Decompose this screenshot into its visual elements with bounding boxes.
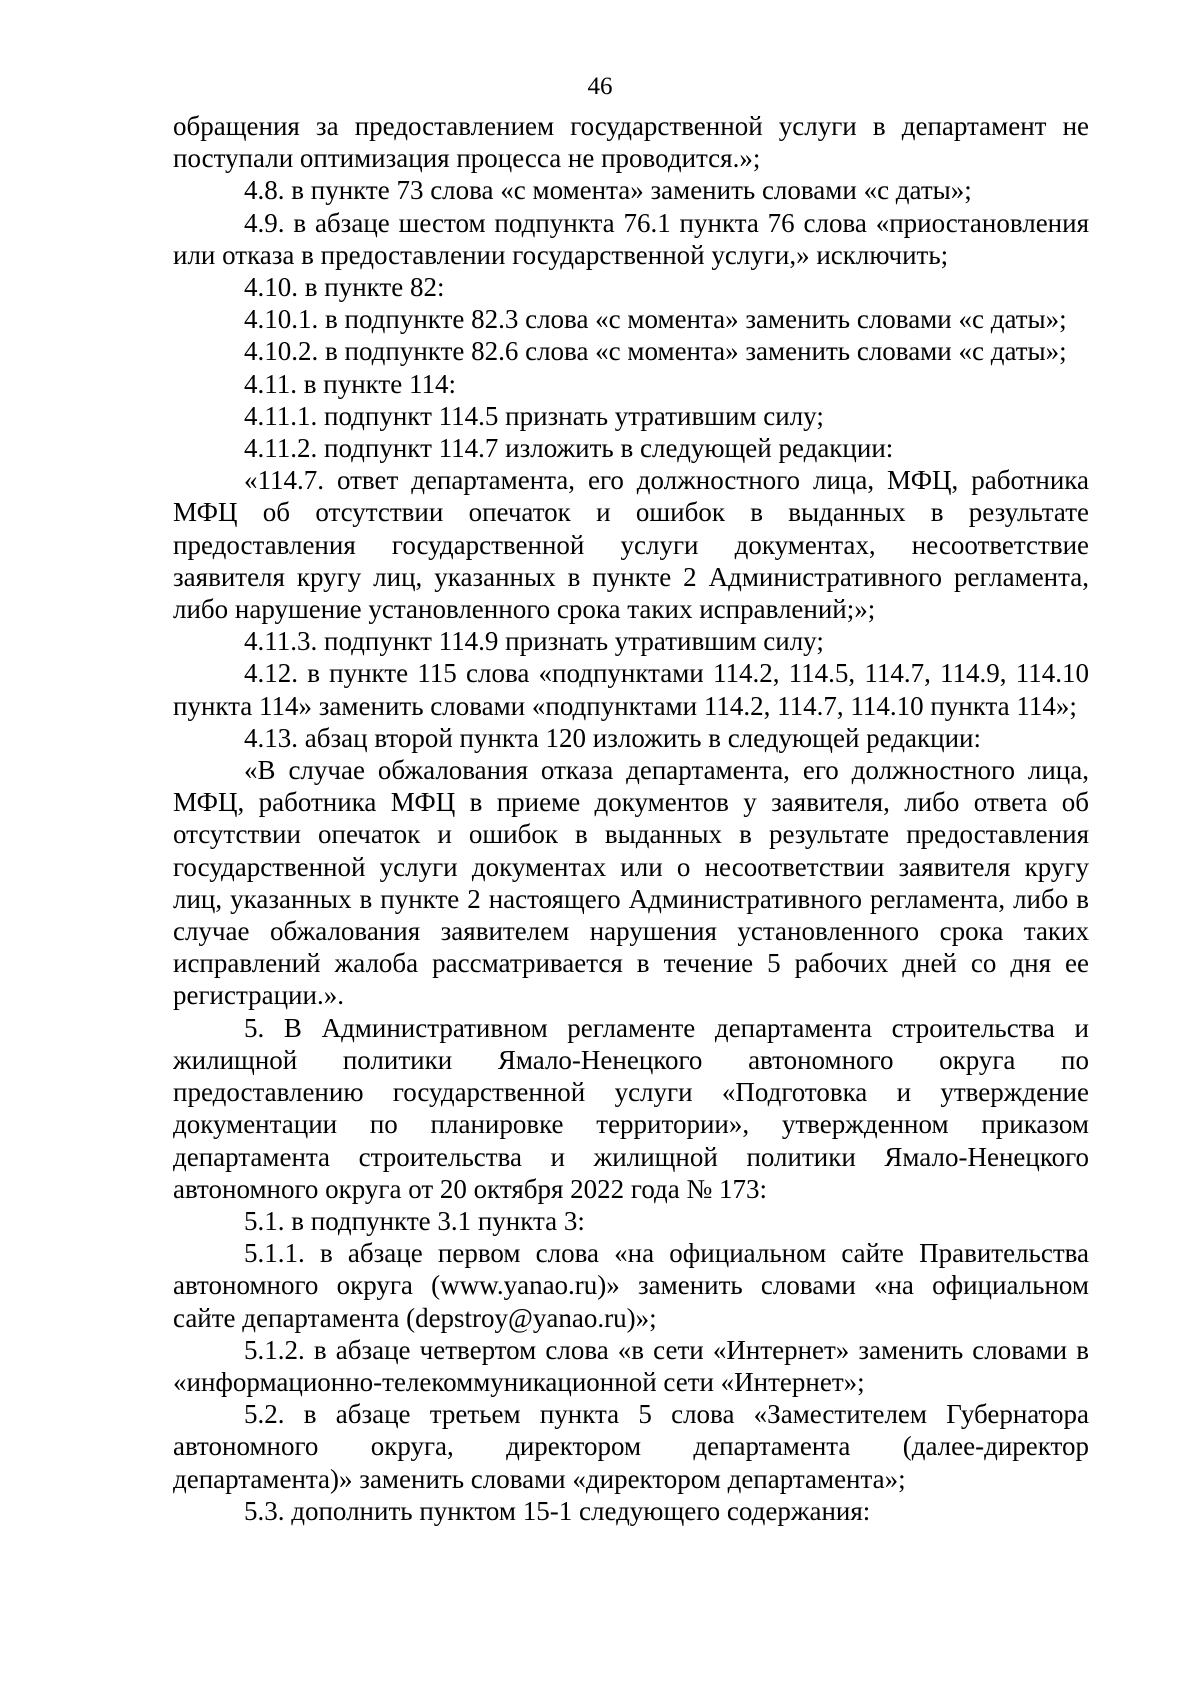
item-5-1-1: 5.1.1. в абзаце первом слова «на официальном сайте Правительства автономного округа (www.yanao.ru)» заменить словами «на официальном сайте департамента (depstroy@yanao.ru)»; [173, 1238, 1089, 1333]
item-4-11: 4.11. в пункте 114: [244, 368, 456, 399]
item-4-13: 4.13. абзац второй пункта 120 изложить в следующей редакции: [244, 722, 981, 753]
item-5-1-2: 5.1.2. в абзаце четвертом слова «в сети «Интернет» заменить словами в «информационно-телекоммуникационной сети «Интернет»; [173, 1334, 1089, 1397]
item-4-12: 4.12. в пункте 115 слова «подпунктами 114.2, 114.5, 114.7, 114.9, 114.10 пункта 114» заменить словами «подпунктами 114.2, 114.7, 114.10 пункта 114»; [173, 658, 1089, 721]
page-number: 46 [587, 73, 613, 100]
item-4-10-1: 4.10.1. в подпункте 82.3 слова «с момента» заменить словами «с даты»; [244, 304, 1067, 335]
item-4-10: 4.10. в пункте 82: [244, 272, 445, 303]
item-4-11-3: 4.11.3. подпункт 114.9 признать утратившим силу; [244, 626, 824, 657]
item-5-3: 5.3. дополнить пунктом 15-1 следующего содержания: [244, 1495, 871, 1526]
paragraph-continuation: обращения за предоставлением государственной услуги в департамент не поступали оптимизация процесса не проводится.»; [173, 111, 1089, 174]
quoted-item-114-7: «114.7. ответ департамента, его должностного лица, МФЦ, работника МФЦ об отсутствии опечаток и ошибок в выданных в результате предоставления государственной услуги документах, несоответствие заявителя кругу лиц, указанных в пункте 2 Административного регламента, либо нарушение установленного срока таких исправлений;»; [173, 465, 1089, 625]
item-4-8: 4.8. в пункте 73 слова «с момента» заменить словами «с даты»; [244, 175, 972, 206]
document-body [173, 110, 1089, 1527]
item-4-11-1: 4.11.1. подпункт 114.5 признать утратившим силу; [244, 400, 824, 431]
quoted-paragraph-120: «В случае обжалования отказа департамента, его должностного лица, МФЦ, работника МФЦ в приеме документов у заявителя, либо ответа об отсутствии опечаток и ошибок в выданных в результате предоставления государственной услуги документах или о несоответствии заявителя кругу лиц, указанных в пункте 2 настоящего Административного регламента, либо в случае обжалования заявителем нарушения установленного срока таких исправлений жалоба рассматривается в течение 5 рабочих дней со дня ее регистрации.». [173, 755, 1089, 1011]
item-4-10-2: 4.10.2. в подпункте 82.6 слова «с момента» заменить словами «с даты»; [244, 336, 1067, 367]
item-5-2: 5.2. в абзаце третьем пункта 5 слова «Заместителем Губернатора автономного округа, директором департамента (далее-директор департамента)» заменить словами «директором департамента»; [173, 1399, 1089, 1494]
item-5: 5. В Административном регламенте департамента строительства и жилищной политики Ямало-Ненецкого автономного округа по предоставлению государственной услуги «Подготовка и утверждение документации по планировке территории», утвержденном приказом департамента строительства и жилищной политики Ямало-Ненецкого автономного округа от 20 октября 2022 года № 173: [173, 1012, 1089, 1204]
item-5-1: 5.1. в подпункте 3.1 пункта 3: [244, 1205, 585, 1236]
item-4-11-2: 4.11.2. подпункт 114.7 изложить в следующей редакции: [244, 433, 894, 464]
item-4-9: 4.9. в абзаце шестом подпункта 76.1 пункта 76 слова «приостановления или отказа в предоставлении государственной услуги,» исключить; [173, 207, 1089, 270]
